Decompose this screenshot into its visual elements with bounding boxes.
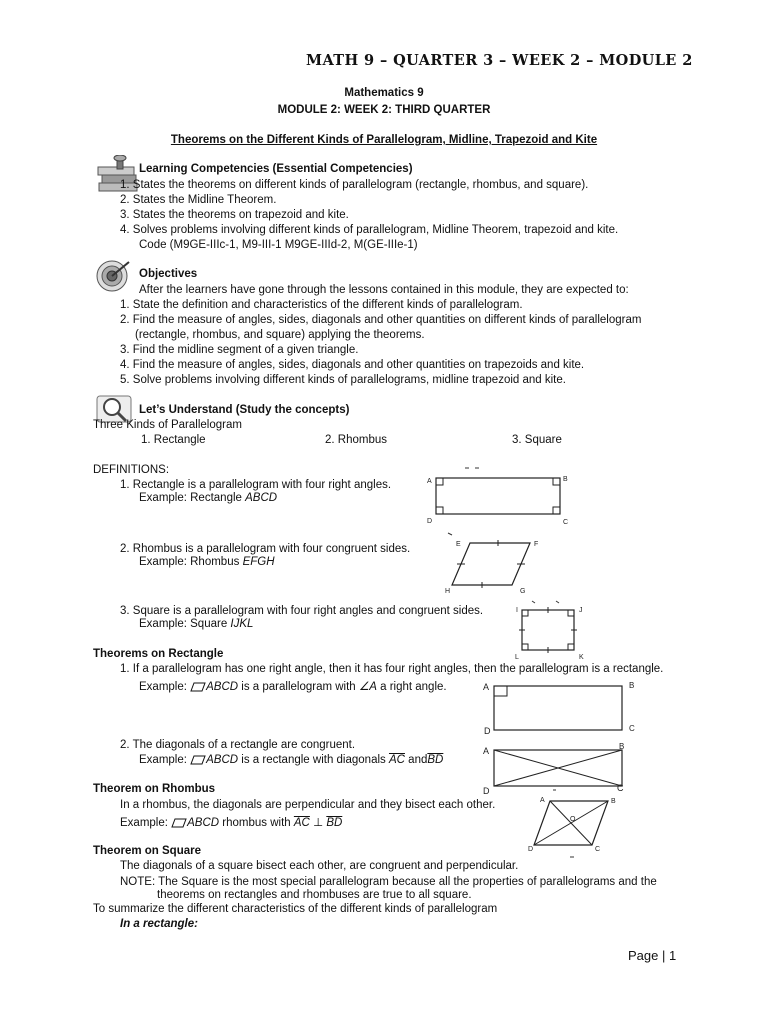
- theorem-rectangle-2: 2. The diagonals of a rectangle are congruent.: [120, 739, 356, 751]
- doc-topic: Theorems on the Different Kinds of Parallelogram, Midline, Trapezoid and Kite: [170, 134, 598, 146]
- definition-rectangle: 1. Rectangle is a parallelogram with four right angles.: [120, 479, 392, 491]
- competency-item: 2. States the Midline Theorem.: [120, 194, 277, 206]
- objectives-heading: Objectives: [139, 268, 198, 280]
- svg-text:C: C: [617, 783, 624, 793]
- theorem-rectangle-2-example: Example: ABCD is a rectangle with diagonals $\overline{AC}$ $and\overline{BD}$: [139, 754, 444, 766]
- parallelogram-symbol-icon: [171, 818, 187, 828]
- objective-item: 1. State the definition and characteristics of the different kinds of parallelogram.: [120, 299, 523, 311]
- svg-text:B: B: [563, 476, 568, 483]
- competency-code: Code (M9GE-IIIc-1, M9-III-1 M9GE-IIId-2, M(GE-IIIe-1): [139, 239, 418, 251]
- page-number: Page | 1: [628, 948, 677, 963]
- svg-text:D: D: [528, 846, 534, 853]
- competency-item: 1. States the theorems on different kinds of parallelogram (rectangle, rhombus, and square).: [120, 179, 589, 191]
- svg-text:H: H: [445, 588, 451, 595]
- svg-text:E: E: [456, 541, 461, 548]
- theorem-rectangle-1: 1. If a parallelogram has one right angle, then it has four right angles, then the parallelogram is a rectangle.: [120, 663, 664, 675]
- svg-text:A: A: [483, 682, 490, 692]
- theorem-square-note-2: theorems on rectangles and rhombuses are true to all square.: [157, 889, 472, 901]
- figure-rectangle-theorem-1: [478, 678, 648, 738]
- objectives-intro: After the learners have gone through the lessons contained in this module, they are expected to:: [139, 284, 629, 296]
- figure-rhombus-theorem: [528, 787, 624, 859]
- svg-text:D: D: [427, 518, 433, 525]
- definition-rectangle-example: Example: Rectangle ABCD: [139, 492, 278, 504]
- definition-rhombus-example: Example: Rhombus EFGH: [139, 556, 275, 568]
- figure-square-ijkl: [508, 598, 590, 662]
- svg-text:A: A: [427, 478, 432, 485]
- svg-text:B: B: [629, 681, 635, 690]
- svg-text:C: C: [595, 846, 601, 853]
- definition-rhombus: 2. Rhombus is a parallelogram with four congruent sides.: [120, 543, 411, 555]
- svg-text:B: B: [611, 798, 616, 805]
- theorem-rhombus-text: In a rhombus, the diagonals are perpendicular and they bisect each other.: [120, 799, 496, 811]
- svg-text:D: D: [484, 726, 491, 736]
- definition-square-example: Example: Square IJKL: [139, 618, 254, 630]
- kind-rhombus: 2. Rhombus: [325, 434, 388, 446]
- objective-item: 2. Find the measure of angles, sides, diagonals and other quantities on different kinds of parallelogram: [120, 314, 642, 326]
- svg-text:D: D: [483, 786, 490, 796]
- doc-subject: Mathematics 9: [344, 87, 424, 99]
- parallelogram-symbol-icon: [190, 682, 206, 692]
- svg-text:A: A: [540, 797, 545, 804]
- svg-text:J: J: [579, 607, 583, 614]
- kinds-title: Three Kinds of Parallelogram: [93, 419, 242, 431]
- objective-item: 3. Find the midline segment of a given triangle.: [120, 344, 359, 356]
- definition-square: 3. Square is a parallelogram with four right angles and congruent sides.: [120, 605, 484, 617]
- svg-text:G: G: [520, 588, 526, 595]
- svg-text:F: F: [534, 541, 539, 548]
- target-icon: [93, 258, 133, 294]
- svg-text:C: C: [563, 519, 569, 526]
- page-header-title: MATH 9 – QUARTER 3 – WEEK 2 – MODULE 2: [306, 52, 693, 69]
- svg-text:B: B: [619, 742, 625, 751]
- theorem-rhombus-heading: Theorem on Rhombus: [93, 783, 216, 795]
- theorem-rectangle-1-example: Example: ABCD is a parallelogram with ∠A a right angle.: [139, 681, 447, 693]
- competency-item: 4. Solves problems involving different kinds of parallelogram, Midline Theorem, trapezoid and kite.: [120, 224, 619, 236]
- theorem-square-note-1: NOTE: The Square is the most special parallelogram because all the properties of parallelograms and the: [120, 876, 657, 888]
- understand-heading: Let’s Understand (Study the concepts): [139, 404, 350, 416]
- objective-item: 4. Find the measure of angles, sides, diagonals and other quantities on trapezoids and kite.: [120, 359, 585, 371]
- objective-item: (rectangle, rhombus, and square) applying the theorems.: [135, 329, 425, 341]
- theorems-rectangle-heading: Theorems on Rectangle: [93, 648, 224, 660]
- figure-rectangle-abcd: [420, 465, 580, 527]
- competency-item: 3. States the theorems on trapezoid and kite.: [120, 209, 349, 221]
- doc-module-line: MODULE 2: WEEK 2: THIRD QUARTER: [277, 104, 491, 116]
- theorem-square-text: The diagonals of a square bisect each other, are congruent and perpendicular.: [120, 860, 519, 872]
- theorem-rhombus-example: Example: ABCD rhombus with $\overline{AC}$ ⊥ $\overline{BD}$: [120, 817, 343, 829]
- objective-item: 5. Solve problems involving different kinds of parallelograms, midline trapezoid and kite.: [120, 374, 566, 386]
- svg-text:A: A: [483, 746, 490, 756]
- kind-rectangle: 1. Rectangle: [141, 434, 206, 446]
- definitions-heading: DEFINITIONS:: [93, 464, 170, 476]
- theorem-square-heading: Theorem on Square: [93, 845, 201, 857]
- parallelogram-symbol-icon: [190, 755, 206, 765]
- competencies-heading: Learning Competencies (Essential Competencies): [139, 163, 413, 175]
- summary-intro: To summarize the different characteristics of the different kinds of parallelogram: [93, 903, 498, 915]
- svg-text:O: O: [570, 816, 576, 823]
- svg-text:C: C: [629, 724, 635, 733]
- svg-text:I: I: [516, 607, 518, 614]
- svg-text:K: K: [579, 654, 584, 661]
- svg-text:L: L: [515, 654, 519, 661]
- figure-rhombus-efgh: [440, 530, 540, 598]
- in-rectangle-heading: In a rectangle:: [120, 918, 198, 930]
- kind-square: 3. Square: [512, 434, 562, 446]
